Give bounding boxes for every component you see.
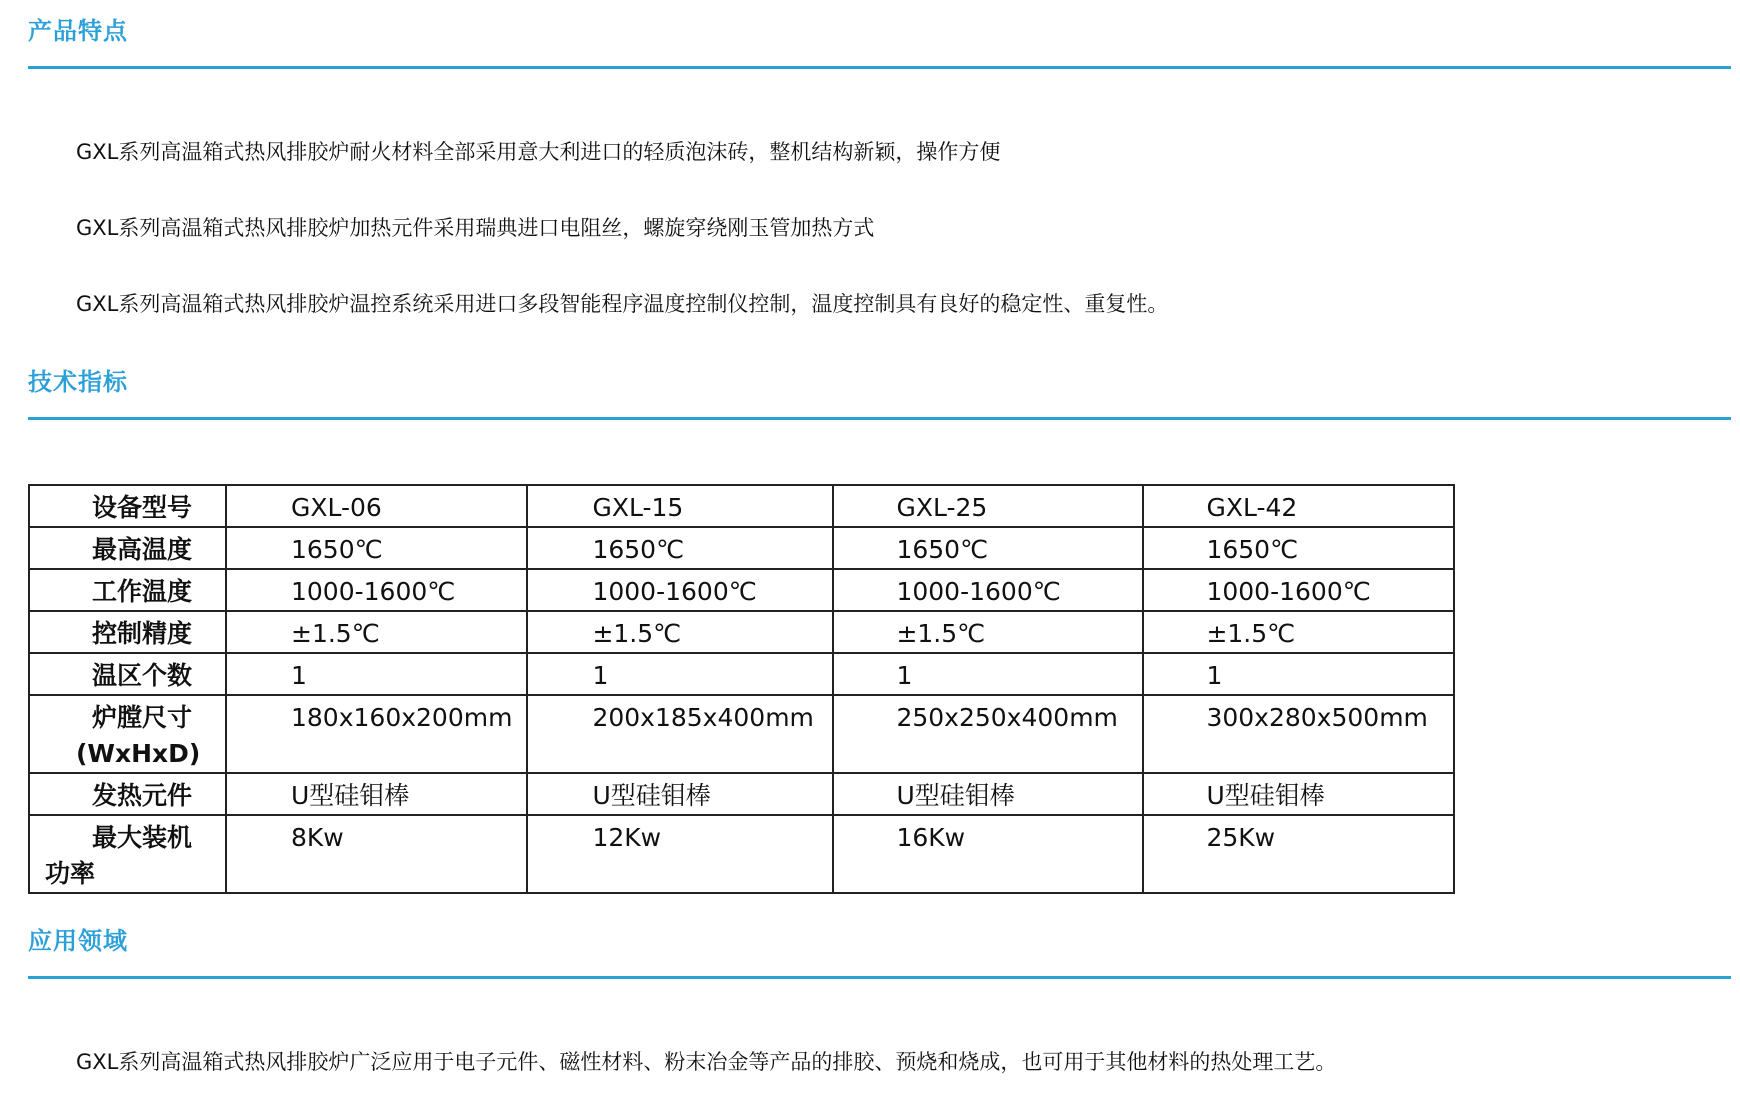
table-cell: 8Kw — [226, 815, 527, 893]
table-cell: 1000-1600℃ — [226, 569, 527, 611]
table-cell: 16Kw — [833, 815, 1143, 893]
table-row — [29, 695, 1454, 773]
table-cell: 1650℃ — [527, 527, 833, 569]
section-divider-applications — [28, 976, 1731, 979]
table-cell: 300x280x500mm — [1143, 695, 1454, 773]
table-cell: 250x250x400mm — [833, 695, 1143, 773]
table-row — [29, 485, 1454, 527]
table-cell: 1000-1600℃ — [1143, 569, 1454, 611]
table-cell: 1 — [833, 653, 1143, 695]
table-cell: ±1.5℃ — [1143, 611, 1454, 653]
table-cell: 1 — [1143, 653, 1454, 695]
spec-table — [28, 484, 1455, 894]
table-cell: GXL-25 — [833, 485, 1143, 527]
table-cell: 1000-1600℃ — [833, 569, 1143, 611]
table-cell: 180x160x200mm — [226, 695, 527, 773]
row-label-line2: 功率 — [45, 859, 96, 888]
section-title-applications: 应用领域 — [28, 927, 128, 955]
feature-paragraph-2: GXL系列高温箱式热风排胶炉加热元件采用瑞典进口电阻丝，螺旋穿绕刚玉管加热方式 — [76, 216, 875, 240]
feature-paragraph-1: GXL系列高温箱式热风排胶炉耐火材料全部采用意大利进口的轻质泡沫砖，整机结构新颖，操作方便 — [76, 140, 1001, 164]
table-cell: GXL-42 — [1143, 485, 1454, 527]
table-cell: 12Kw — [527, 815, 833, 893]
row-label: 温区个数 — [29, 653, 226, 695]
row-label: 发热元件 — [29, 773, 226, 815]
table-cell: 1650℃ — [1143, 527, 1454, 569]
table-cell: U型硅钼棒 — [833, 773, 1143, 815]
row-label-line1: 最大装机 — [92, 823, 193, 852]
table-row — [29, 527, 1454, 569]
table-cell: GXL-15 — [527, 485, 833, 527]
table-cell: 1650℃ — [226, 527, 527, 569]
table-cell: U型硅钼棒 — [1143, 773, 1454, 815]
row-label — [29, 695, 226, 773]
row-label-line2: (WxHxD) — [76, 739, 201, 768]
row-label: 控制精度 — [29, 611, 226, 653]
table-row — [29, 611, 1454, 653]
row-label: 设备型号 — [29, 485, 226, 527]
table-cell: ±1.5℃ — [527, 611, 833, 653]
table-cell: 1 — [527, 653, 833, 695]
table-cell: 1000-1600℃ — [527, 569, 833, 611]
feature-paragraph-3: GXL系列高温箱式热风排胶炉温控系统采用进口多段智能程序温度控制仪控制，温度控制具有良好的稳定性、重复性。 — [76, 292, 1169, 316]
application-paragraph: GXL系列高温箱式热风排胶炉广泛应用于电子元件、磁性材料、粉末冶金等产品的排胶、预烧和烧成，也可用于其他材料的热处理工艺。 — [76, 1050, 1337, 1074]
section-title-features: 产品特点 — [28, 17, 128, 45]
table-row — [29, 815, 1454, 893]
table-cell: 1 — [226, 653, 527, 695]
table-row — [29, 653, 1454, 695]
section-title-specs: 技术指标 — [28, 368, 128, 396]
table-cell: 25Kw — [1143, 815, 1454, 893]
table-cell: 1650℃ — [833, 527, 1143, 569]
table-row — [29, 569, 1454, 611]
table-row — [29, 773, 1454, 815]
section-divider-specs — [28, 417, 1731, 420]
table-cell: ±1.5℃ — [226, 611, 527, 653]
table-cell: GXL-06 — [226, 485, 527, 527]
row-label: 最高温度 — [29, 527, 226, 569]
row-label-line1: 炉膛尺寸 — [92, 703, 193, 732]
table-cell: U型硅钼棒 — [226, 773, 527, 815]
row-label — [29, 815, 226, 893]
section-divider-features — [28, 66, 1731, 69]
table-cell: ±1.5℃ — [833, 611, 1143, 653]
table-cell: U型硅钼棒 — [527, 773, 833, 815]
row-label: 工作温度 — [29, 569, 226, 611]
table-cell: 200x185x400mm — [527, 695, 833, 773]
